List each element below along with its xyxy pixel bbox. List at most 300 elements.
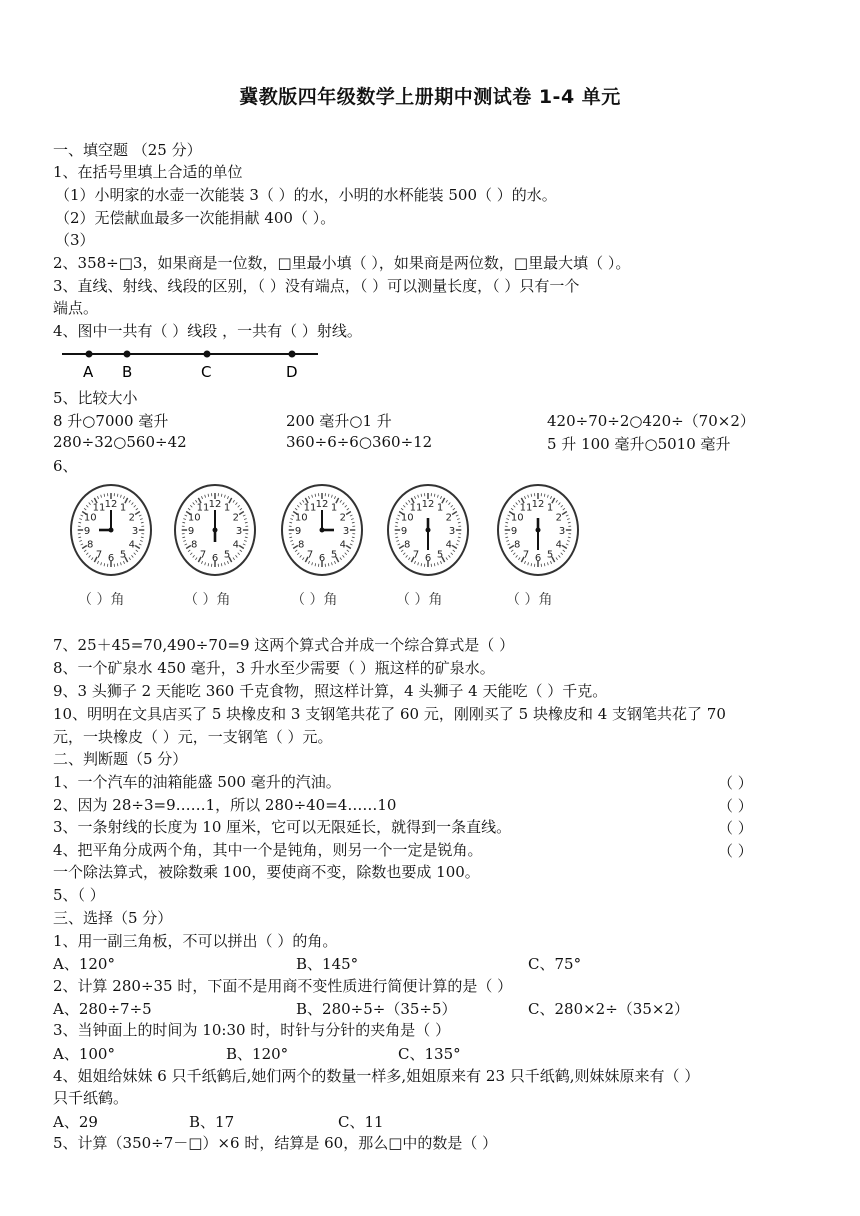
clock-3 (277, 480, 367, 580)
clock-tick (558, 555, 560, 557)
clock-caption-4: （ ）角 (396, 592, 443, 608)
clock-tick (235, 503, 237, 505)
choice-4-a: A、29 (53, 1113, 98, 1131)
clock-tick (86, 553, 88, 555)
clock-numeral: 4 (232, 539, 239, 551)
clock-tick (456, 544, 458, 545)
clock-tick (513, 553, 515, 555)
q1-1-c: （3） (55, 231, 95, 249)
q1-3-line2: 端点。 (53, 299, 99, 317)
clock-tick (558, 503, 560, 505)
clock-tick (289, 537, 292, 538)
clock-tick (233, 558, 235, 560)
point-c-label: C (201, 363, 212, 381)
clock-tick (141, 537, 144, 538)
choice-3: 3、当钟面上的时间为 10:30 时，时针与分针的夹角是（ ） (53, 1021, 451, 1039)
clock-1 (66, 480, 156, 580)
clock-tick (446, 500, 448, 502)
clock-tick (243, 544, 245, 545)
clock-tick (245, 537, 248, 538)
clock-numeral: 3 (235, 526, 243, 537)
choice-1-b: B、145° (296, 955, 359, 973)
clock-tick (403, 505, 405, 507)
clock-numeral: 7 (522, 549, 530, 561)
choice-3-b: B、120° (226, 1045, 289, 1063)
clock-tick (328, 563, 329, 566)
clock-tick (101, 495, 102, 498)
clock-tick (244, 519, 247, 520)
clock-tick (566, 544, 568, 545)
q1-7: 7、25＋45=70,490÷70=9 这两个算式合并成一个综合算式是（ ） (53, 636, 515, 654)
clock-numeral: 6 (424, 553, 432, 564)
clock-tick (123, 561, 124, 564)
clock-tick (563, 550, 565, 552)
clock-tick (437, 495, 438, 498)
clock-2 (170, 480, 260, 580)
clock-tick (135, 512, 140, 515)
clock-tick (239, 546, 244, 549)
clock-tick (297, 505, 299, 507)
compare-2-1: 280÷32○560÷42 (53, 433, 187, 451)
clock-tick (224, 562, 225, 565)
clock-tick (224, 495, 225, 498)
clock-tick (351, 519, 354, 520)
clock-numeral: 5 (223, 549, 231, 561)
clock-tick (403, 553, 405, 555)
clock-tick (136, 550, 138, 552)
clock-tick (345, 553, 347, 555)
clock-tick (239, 512, 244, 515)
clock-tick (201, 561, 202, 564)
clock-tick (561, 553, 563, 555)
clock-tick (340, 500, 342, 502)
clock-tick (97, 496, 98, 499)
clock-tick (524, 561, 525, 564)
choice-2-c: C、280×2÷（35×2） (528, 1000, 689, 1018)
clock-numeral: 10 (294, 512, 308, 524)
section-3-heading: 三、选择（5 分） (53, 909, 173, 927)
clock-tick (401, 508, 403, 510)
clock-numeral: 2 (232, 512, 239, 524)
clock-tick (453, 550, 455, 552)
clock-tick (567, 541, 570, 542)
clock-tick (516, 555, 518, 557)
clock-tick (139, 515, 141, 516)
clock-tick (516, 503, 518, 505)
clock-tick (345, 505, 347, 507)
choice-3-a: A、100° (53, 1045, 115, 1063)
clock-tick (418, 495, 419, 498)
clock-numeral: 9 (400, 526, 408, 537)
clock-tick (561, 505, 563, 507)
clock-tick (406, 503, 408, 505)
clock-tick (117, 563, 118, 566)
clock-numeral: 6 (318, 553, 326, 564)
clock-numeral: 8 (191, 539, 198, 551)
clock-tick (300, 555, 302, 557)
clock-tick (233, 500, 235, 502)
clock-tick (292, 515, 294, 516)
clock-tick (440, 496, 441, 499)
clock-tick (524, 496, 525, 499)
clock-tick (562, 512, 567, 515)
clock-numeral: 4 (555, 539, 562, 551)
clock-tick (456, 515, 458, 516)
clock-tick (308, 561, 309, 564)
clock-numeral: 9 (83, 526, 91, 537)
point-d-label: D (286, 363, 298, 381)
point-a-label: A (83, 363, 94, 381)
clock-tick (567, 519, 570, 520)
clock-tick (346, 546, 351, 549)
q1-2: 2、358÷□3，如果商是一位数，□里最小填（ ），如果商是两位数，□里最大填（ ）。 (53, 254, 631, 272)
clock-tick (205, 495, 206, 498)
clock-tick (86, 505, 88, 507)
judge-1-answer: （ ） (718, 774, 753, 792)
clock-tick (182, 522, 185, 523)
clock-tick (398, 544, 400, 545)
clock-tick (440, 561, 441, 564)
clock-tick (518, 558, 520, 560)
q1-1-b: （2）无偿献血最多一次能捐献 400（ ）。 (55, 209, 336, 227)
clock-tick (511, 550, 513, 552)
clock-center (109, 528, 114, 533)
clock-tick (139, 544, 141, 545)
clock-tick (89, 555, 91, 557)
clock-caption-1: （ ）角 (78, 592, 125, 608)
clock-numeral: 8 (404, 539, 411, 551)
clock-center (213, 528, 218, 533)
clock-numeral: 11 (519, 502, 533, 514)
clock-numeral: 8 (514, 539, 521, 551)
clock-tick (302, 558, 304, 560)
clock-tick (506, 519, 509, 520)
clock-tick (414, 561, 415, 564)
clock-tick (351, 541, 354, 542)
clock-tick (451, 505, 453, 507)
clock-tick (437, 562, 438, 565)
clock-tick (342, 503, 344, 505)
clock-tick (508, 515, 510, 516)
clock-tick (566, 515, 568, 516)
compare-2-2: 360÷6÷6○360÷12 (286, 433, 433, 451)
clock-tick (396, 541, 399, 542)
clock-tick (135, 546, 140, 549)
clock-tick (289, 522, 292, 523)
clock-tick (550, 561, 551, 564)
clock-tick (506, 541, 509, 542)
clock-tick (395, 537, 398, 538)
clock-tick (550, 496, 551, 499)
clock-tick (134, 553, 136, 555)
clock-numeral: 5 (546, 549, 554, 561)
clock-tick (227, 496, 228, 499)
line-figure (58, 343, 323, 381)
clock-tick (448, 555, 450, 557)
clock-numeral: 12 (421, 499, 435, 510)
clock-tick (240, 508, 242, 510)
clock-center (320, 528, 325, 533)
clock-numeral: 8 (298, 539, 305, 551)
q1-4: 4、图中一共有（ ）线段 ，一共有（ ）射线。 (53, 322, 362, 340)
clock-caption-5: （ ）角 (506, 592, 553, 608)
clock-numeral: 1 (436, 502, 444, 514)
choice-1-a: A、120° (53, 955, 115, 973)
clock-tick (78, 537, 81, 538)
clock-tick (342, 555, 344, 557)
section-2-heading: 二、判断题（5 分） (53, 750, 188, 768)
clock-tick (346, 512, 351, 515)
clock-numeral: 5 (436, 549, 444, 561)
clock-numeral: 11 (196, 502, 210, 514)
compare-1-1: 8 升○7000 毫升 (53, 412, 169, 430)
clock-numeral: 11 (92, 502, 106, 514)
clock-tick (227, 561, 228, 564)
point-a (86, 351, 93, 358)
clock-tick (185, 544, 187, 545)
clock-tick (418, 562, 419, 565)
clock-tick (140, 519, 143, 520)
choice-4-line2: 只千纸鹤。 (53, 1089, 129, 1107)
clock-tick (290, 541, 293, 542)
clock-tick (297, 553, 299, 555)
clock-tick (334, 496, 335, 499)
clock-tick (292, 544, 294, 545)
clock-numeral: 8 (87, 539, 94, 551)
clock-tick (123, 496, 124, 499)
point-c (204, 351, 211, 358)
clock-tick (452, 512, 457, 515)
judge-2-answer: （ ） (718, 797, 753, 815)
clock-tick (89, 503, 91, 505)
clock-numeral: 3 (558, 526, 566, 537)
clock-tick (190, 553, 192, 555)
clock-numeral: 7 (306, 549, 314, 561)
clock-numeral: 3 (342, 526, 350, 537)
choice-2-a: A、280÷7÷5 (53, 1000, 152, 1018)
section-1-heading: 一、填空题 （25 分） (53, 141, 202, 159)
clock-tick (245, 522, 248, 523)
clock-tick (188, 550, 190, 552)
judge-3-answer: （ ） (718, 819, 753, 837)
clock-numeral: 10 (400, 512, 414, 524)
clock-tick (120, 562, 121, 565)
clock-tick (129, 558, 131, 560)
judge-3: 3、一条射线的长度为 10 厘米，它可以无限延长，就得到一条直线。 (53, 818, 512, 836)
clock-numeral: 4 (128, 539, 135, 551)
clock-numeral: 5 (119, 549, 127, 561)
choice-4-c: C、11 (338, 1113, 384, 1131)
clock-tick (91, 558, 93, 560)
clock-tick (312, 562, 313, 565)
clock-tick (347, 508, 349, 510)
clock-tick (401, 550, 403, 552)
clock-numeral: 11 (409, 502, 423, 514)
clock-tick (84, 550, 86, 552)
clock-tick (513, 505, 515, 507)
clock-numeral: 7 (199, 549, 207, 561)
clock-numeral: 3 (448, 526, 456, 537)
clock-tick (79, 519, 82, 520)
judge-5-text: 一个除法算式，被除数乘 100，要使商不变，除数也要成 100。 (53, 863, 480, 881)
clock-tick (243, 515, 245, 516)
clock-tick (556, 500, 558, 502)
compare-2-3: 5 升 100 毫升○5010 毫升 (547, 435, 731, 453)
clock-numeral: 5 (330, 549, 338, 561)
clock-tick (190, 505, 192, 507)
clock-tick (458, 537, 461, 538)
clock-tick (193, 503, 195, 505)
clock-tick (300, 503, 302, 505)
clock-tick (185, 515, 187, 516)
q1-6: 6、 (53, 457, 78, 475)
clock-tick (505, 522, 508, 523)
q1-10-line1: 10、明明在文具店买了 5 块橡皮和 3 支钢笔共花了 60 元，刚刚买了 5 块橡皮和 4 支钢笔共花了 70 (53, 705, 726, 723)
clock-tick (458, 522, 461, 523)
clock-tick (182, 537, 185, 538)
clock-tick (395, 522, 398, 523)
clock-tick (221, 563, 222, 566)
clock-caption-3: （ ）角 (291, 592, 338, 608)
clock-caption-2: （ ）角 (184, 592, 231, 608)
clock-numeral: 9 (187, 526, 195, 537)
judge-5-answer: 5、（ ） (53, 886, 105, 904)
clock-tick (421, 494, 422, 497)
clock-tick (240, 550, 242, 552)
judge-2: 2、因为 28÷3=9……1，所以 280÷40=4……10 (53, 796, 397, 814)
clock-tick (352, 537, 355, 538)
clock-numeral: 12 (104, 499, 118, 510)
clock-tick (205, 562, 206, 565)
choice-2: 2、计算 280÷35 时，下面不是用商不变性质进行简便计算的是（ ） (53, 977, 513, 995)
clock-tick (457, 541, 460, 542)
clock-numeral: 10 (83, 512, 97, 524)
page-title: 冀教版四年级数学上册期中测试卷 1-4 单元 (239, 86, 621, 108)
clock-tick (508, 544, 510, 545)
clock-numeral: 7 (412, 549, 420, 561)
clock-4 (383, 480, 473, 580)
clock-tick (528, 495, 529, 498)
clock-tick (208, 563, 209, 566)
clock-numeral: 6 (107, 553, 115, 564)
clock-tick (452, 546, 457, 549)
clock-tick (414, 496, 415, 499)
q1-9: 9、3 头狮子 2 天能吃 360 千克食物，照这样计算，4 头狮子 4 天能吃（ ）千克。 (53, 682, 608, 700)
clock-tick (347, 550, 349, 552)
clock-numeral: 6 (211, 553, 219, 564)
clock-tick (183, 519, 186, 520)
clock-tick (398, 515, 400, 516)
clock-numeral: 1 (223, 502, 231, 514)
point-b (124, 351, 131, 358)
clock-tick (528, 562, 529, 565)
clock-tick (104, 563, 105, 566)
clock-tick (568, 522, 571, 523)
clock-tick (78, 522, 81, 523)
clock-numeral: 4 (445, 539, 452, 551)
clock-numeral: 3 (131, 526, 139, 537)
clock-tick (141, 522, 144, 523)
clock-tick (446, 558, 448, 560)
clock-numeral: 2 (339, 512, 346, 524)
clock-tick (315, 563, 316, 566)
clock-tick (120, 495, 121, 498)
clock-numeral: 1 (546, 502, 554, 514)
clock-5 (493, 480, 583, 580)
clock-tick (208, 494, 209, 497)
clock-tick (544, 563, 545, 566)
clock-center (536, 528, 541, 533)
clock-tick (81, 544, 83, 545)
clock-numeral: 12 (208, 499, 222, 510)
clock-tick (312, 495, 313, 498)
clock-tick (81, 515, 83, 516)
clock-numeral: 2 (128, 512, 135, 524)
clock-tick (308, 496, 309, 499)
clock-tick (434, 494, 435, 497)
clock-numeral: 10 (510, 512, 524, 524)
clock-tick (328, 494, 329, 497)
clock-numeral: 1 (330, 502, 338, 514)
clock-tick (434, 563, 435, 566)
q1-8: 8、一个矿泉水 450 毫升，3 升水至少需要（ ）瓶这样的矿泉水。 (53, 659, 495, 677)
clock-tick (131, 555, 133, 557)
clock-tick (531, 563, 532, 566)
choice-5: 5、计算（350÷7－□）×6 时，结算是 60，那么□中的数是（ ） (53, 1134, 498, 1152)
clock-tick (290, 519, 293, 520)
clock-tick (101, 562, 102, 565)
choice-1: 1、用一副三角板，不可以拼出（ ）的角。 (53, 932, 338, 950)
clock-numeral: 4 (339, 539, 346, 551)
clock-tick (396, 519, 399, 520)
judge-4: 4、把平角分成两个角，其中一个是钝角，则另一个一定是锐角。 (53, 841, 483, 859)
clock-tick (350, 544, 352, 545)
choice-2-b: B、280÷5÷（35÷5） (296, 1000, 457, 1018)
clock-tick (97, 561, 98, 564)
clock-tick (531, 494, 532, 497)
clock-tick (505, 537, 508, 538)
choice-3-c: C、135° (398, 1045, 461, 1063)
clock-tick (238, 505, 240, 507)
clock-numeral: 1 (119, 502, 127, 514)
clock-tick (183, 541, 186, 542)
clock-tick (131, 503, 133, 505)
clock-center (426, 528, 431, 533)
clock-tick (134, 505, 136, 507)
clock-numeral: 7 (95, 549, 103, 561)
clock-tick (193, 555, 195, 557)
clock-numeral: 12 (315, 499, 329, 510)
compare-1-3: 420÷70÷2○420÷（70×2） (547, 412, 755, 430)
q1-3-line1: 3、直线、射线、线段的区别，（ ）没有端点，（ ）可以测量长度，（ ）只有一个 (53, 277, 580, 295)
clock-numeral: 12 (531, 499, 545, 510)
q1-1-a: （1）小明家的水壶一次能装 3（ ）的水，小明的水杯能装 500（ ）的水。 (55, 186, 557, 204)
clock-tick (235, 555, 237, 557)
clock-tick (331, 562, 332, 565)
clock-tick (315, 494, 316, 497)
choice-4-b: B、17 (189, 1113, 235, 1131)
q1-5: 5、比较大小 (53, 389, 138, 407)
clock-tick (340, 558, 342, 560)
clock-tick (295, 550, 297, 552)
clock-tick (136, 508, 138, 510)
clock-tick (221, 494, 222, 497)
clock-tick (334, 561, 335, 564)
clock-tick (117, 494, 118, 497)
clock-numeral: 9 (510, 526, 518, 537)
clock-tick (544, 494, 545, 497)
clock-tick (244, 541, 247, 542)
